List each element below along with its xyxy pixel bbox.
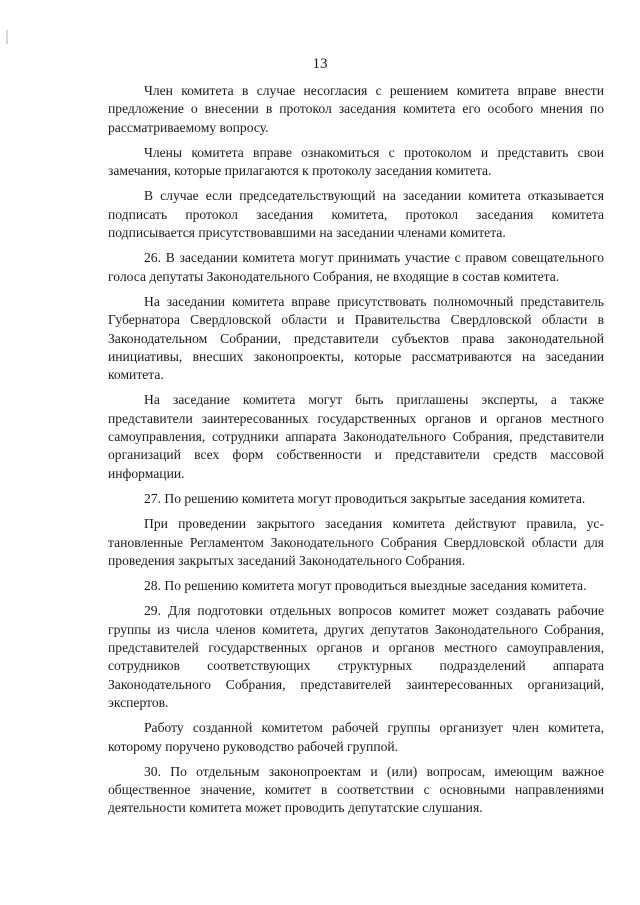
page-number: 13 xyxy=(312,56,328,72)
paragraph-item-30: 30. По отдельным законопроектам и (или) вопросам, имеющим важное общественное значение, комитет в соответствии с основными направлениями деятельности комитета может проводить депутатские слушания. xyxy=(108,763,604,816)
paragraph-item-26: 26. В заседании комитета могут принимать участие с правом совещательного голоса депутаты Законодательного Собрания, не входящие в состав комитета. xyxy=(108,250,604,284)
paragraph-working-group: Работу созданной комитетом рабочей группы организует член комитета, которому поручено руководство рабочей группой. xyxy=(108,720,604,754)
paragraph-closed-session-rules: При проведении закрытого заседания комитета действуют правила, установленные Регламентом Законодательного Собрания Свердловской области для проведения закрытых заседаний Законодательного Собрания. xyxy=(108,516,604,568)
paragraph-item-29: 29. Для подготовки отдельных вопросов комитет может создавать рабочие группы из числа членов комитета, других депутатов Законодательного Собрания, представителей государственных органов и органов местного самоуправления, сотрудников соответствующих структурных подразделений аппарата Законодательного Собрания, представителей заинтересованных организаций, экспертов. xyxy=(108,603,604,710)
document-body xyxy=(108,82,604,825)
scan-edge-mark xyxy=(6,30,8,44)
paragraph-item-28: 28. По решению комитета могут проводиться выездные заседания комитета. xyxy=(144,578,587,594)
paragraph-invited-experts: На заседание комитета могут быть приглашены эксперты, а также представители заинтересованных государственных органов и органов местного самоуправления, сотрудники аппарата Законодательного Собрания, представители организаций всех форм собственности и представители средств массовой информации. xyxy=(108,392,604,481)
paragraph-dissent-opinion: Член комитета в случае несогласия с решением комитета вправе внести предложение о внесении в протокол заседания комитета его особого мнения по рассматриваемому вопросу. xyxy=(108,83,604,135)
paragraph-protocol-review: Члены комитета вправе ознакомиться с протоколом и представить свои замечания, которые прилагаются к протоколу заседания комитета. xyxy=(108,144,604,179)
paragraph-item-27: 27. По решению комитета могут проводиться закрытые заседания комитета. xyxy=(144,490,586,506)
paragraph-attendance-representatives: На заседании комитета вправе присутствовать полномочный представитель Губернатора Свердловской области и Правительства Свердловской области в Законодательном Собрании, представители субъектов права законодательной инициативы, внесших законопроекты, которые рассматриваются на заседании комитета. xyxy=(108,293,604,383)
paragraph-protocol-signing: В случае если председательствующий на заседании комитета отказывается подписать протокол заседания комитета, протокол заседания комитета подписывается присутствовавшими на заседании членами комитета. xyxy=(108,188,604,241)
